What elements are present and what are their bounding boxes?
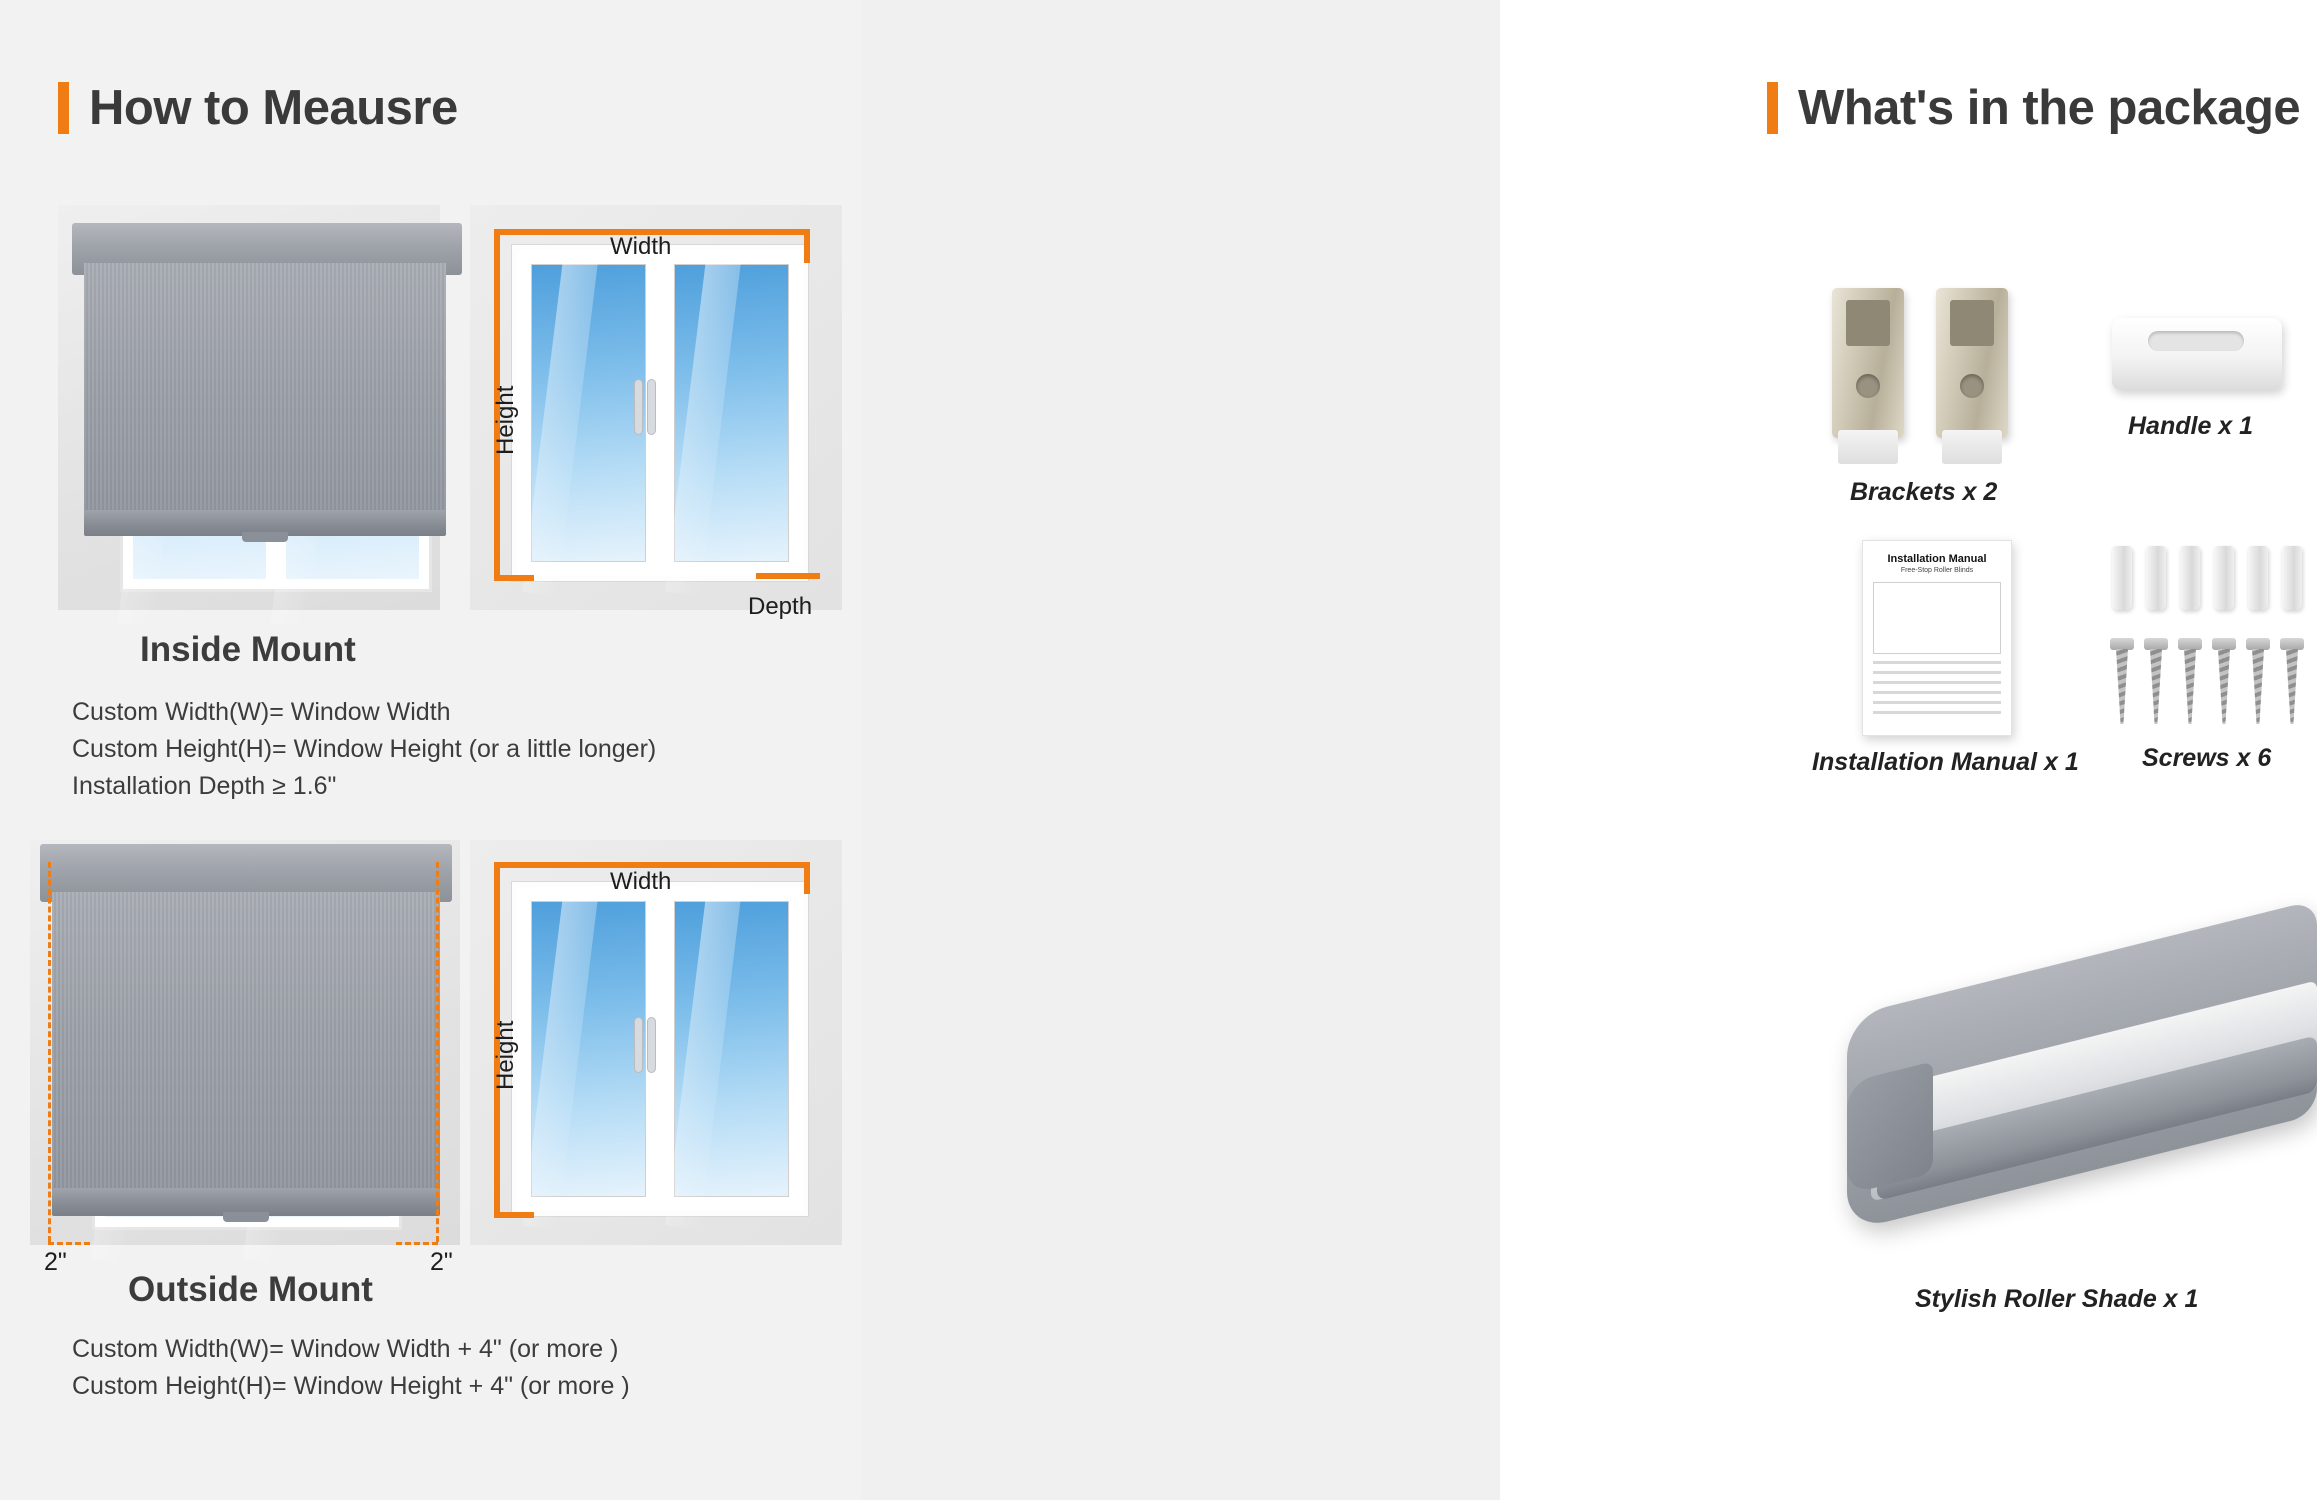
roller-shade-caption: Stylish Roller Shade x 1 xyxy=(1915,1285,2199,1313)
window-handles-icon xyxy=(633,380,659,434)
inside-mount-line-3: Installation Depth ≥ 1.6" xyxy=(72,772,337,800)
manual-cover-figure xyxy=(1873,582,2001,654)
accent-bar-icon-2 xyxy=(1767,82,1778,134)
window-handles-icon-2 xyxy=(633,1018,659,1072)
outside-measure-diagram xyxy=(470,840,842,1245)
outside-mount-title: Outside Mount xyxy=(128,1270,373,1309)
manual-caption: Installation Manual x 1 xyxy=(1812,748,2079,776)
screw-icon-1 xyxy=(2113,638,2131,724)
width-cap-right xyxy=(804,229,810,263)
height-label-2: Height xyxy=(492,1020,519,1090)
depth-label: Depth xyxy=(748,593,813,620)
accent-bar-icon xyxy=(58,82,69,134)
screws-caption: Screws x 6 xyxy=(2142,744,2272,772)
outside-mount-line-2: Custom Height(H)= Window Height + 4" (or more ) xyxy=(72,1372,630,1400)
handle-caption: Handle x 1 xyxy=(2128,412,2254,440)
inside-shade-bottom-rail xyxy=(84,510,446,536)
manual-cover-lines xyxy=(1873,661,2001,714)
measure-window-frame xyxy=(512,245,808,581)
screw-icon-4 xyxy=(2215,638,2233,724)
wall-anchor-icon-5 xyxy=(2248,546,2268,610)
overhang-dash-left xyxy=(48,862,51,1242)
outside-shade-fabric xyxy=(52,892,440,1192)
depth-measure-line xyxy=(756,573,820,579)
wall-anchor-icon-4 xyxy=(2214,546,2234,610)
outside-mount-photo xyxy=(30,840,460,1245)
screw-icon-6 xyxy=(2283,638,2301,724)
inside-mount-line-1: Custom Width(W)= Window Width xyxy=(72,698,451,726)
pull-tab-icon-2 xyxy=(223,1212,269,1222)
inside-measure-diagram xyxy=(470,205,842,620)
overhang-dash-bottom-right xyxy=(396,1242,438,1245)
bracket-icon-1 xyxy=(1832,288,1904,438)
manual-cover-title: Installation Manual xyxy=(1887,553,1987,565)
roller-shade-icon xyxy=(1847,940,2317,1240)
sash-right-2 xyxy=(667,894,796,1204)
screw-icon-2 xyxy=(2147,638,2165,724)
installation-manual-icon xyxy=(1862,540,2012,736)
handle-icon xyxy=(2112,318,2282,390)
overhang-dash-bottom-left xyxy=(48,1242,90,1245)
measure-window-frame-2 xyxy=(512,882,808,1216)
overhang-right-label: 2" xyxy=(430,1248,453,1276)
roller-end-cap xyxy=(1847,1061,1933,1194)
wall-anchor-icon-6 xyxy=(2282,546,2302,610)
screw-icon-5 xyxy=(2249,638,2267,724)
package-title: What's in the package xyxy=(1798,81,2301,135)
outside-mount-line-1: Custom Width(W)= Window Width + 4" (or more ) xyxy=(72,1335,619,1363)
inside-shade-fabric xyxy=(84,263,446,513)
package-heading xyxy=(1767,80,2300,136)
width-label: Width xyxy=(610,233,672,260)
inside-mount-photo xyxy=(58,205,440,610)
how-to-measure-title: How to Meausre xyxy=(89,81,458,135)
screw-icon-3 xyxy=(2181,638,2199,724)
how-to-measure-panel xyxy=(0,0,862,1500)
outside-shade-bottom-rail xyxy=(52,1188,440,1216)
width-cap-right-2 xyxy=(804,862,810,894)
package-contents-panel xyxy=(862,0,2301,1500)
inside-mount-line-2: Custom Height(H)= Window Height (or a little longer) xyxy=(72,735,657,763)
height-cap-bottom xyxy=(494,575,534,581)
pull-tab-icon xyxy=(242,532,288,542)
height-label: Height xyxy=(492,385,519,455)
how-to-measure-heading xyxy=(58,80,458,136)
wall-anchor-icon-3 xyxy=(2180,546,2200,610)
sash-right xyxy=(667,257,796,569)
height-cap-bottom-2 xyxy=(494,1212,534,1218)
brackets-caption: Brackets x 2 xyxy=(1850,478,1998,506)
bracket-icon-2 xyxy=(1936,288,2008,438)
inside-mount-title: Inside Mount xyxy=(140,630,356,669)
wall-anchor-icon-1 xyxy=(2112,546,2132,610)
overhang-dash-right xyxy=(436,862,439,1242)
handle-grip xyxy=(2148,331,2244,351)
width-label-2: Width xyxy=(610,868,672,895)
wall-anchor-icon-2 xyxy=(2146,546,2166,610)
manual-cover-subtitle: Free-Stop Roller Blinds xyxy=(1900,567,1974,574)
overhang-left-label: 2" xyxy=(44,1248,67,1276)
